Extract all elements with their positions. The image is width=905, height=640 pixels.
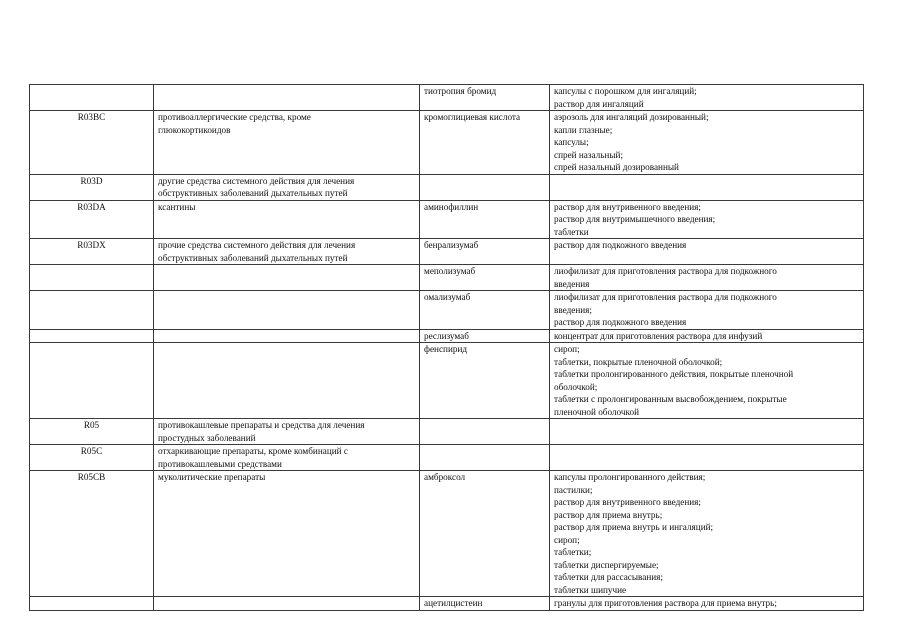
group-line: отхаркивающие препараты, кроме комбинаций с (158, 446, 348, 456)
anatomical-group-cell (154, 265, 420, 291)
anatomical-group-cell (154, 445, 420, 471)
dosage-form-line: раствор для внутривенного введения; (554, 497, 701, 507)
table-row (30, 111, 864, 175)
drug-name-cell (420, 445, 550, 471)
anatomical-group-cell (154, 329, 420, 343)
dosage-form-line: раствор для приема внутрь и ингаляций; (554, 522, 714, 532)
table-row (30, 329, 864, 343)
dosage-form-line: оболочкой; (554, 381, 598, 392)
atc-code-cell: R05CB (30, 471, 154, 597)
atc-code-cell: R03DX (30, 239, 154, 265)
dosage-forms-cell (550, 111, 864, 175)
atc-code-cell: R03BC (30, 111, 154, 175)
dosage-forms-cell (550, 471, 864, 597)
table-row (30, 265, 864, 291)
atc-code-cell (30, 597, 154, 611)
dosage-form-line: сироп; (554, 344, 580, 354)
dosage-form-line: таблетки с пролонгированным высвобождением, покрытые (554, 394, 787, 404)
table-row (30, 200, 864, 239)
dosage-form-line: капсулы пролонгированного действия; (554, 472, 706, 482)
dosage-form-line: таблетки; (554, 547, 592, 557)
anatomical-group-cell (154, 471, 420, 597)
atc-code-cell (30, 329, 154, 343)
drug-name-cell: амброксол (420, 471, 550, 597)
dosage-form-line: гранулы для приготовления раствора для приема внутрь; (554, 598, 777, 608)
drug-name-cell: бенрализумаб (420, 239, 550, 265)
atc-code-cell (30, 85, 154, 111)
drug-name-cell: тиотропия бромид (420, 85, 550, 111)
dosage-form-line: лиофилизат для приготовления раствора для подкожного (554, 292, 777, 302)
atc-code-cell (30, 291, 154, 330)
anatomical-group-cell (154, 291, 420, 330)
anatomical-group-cell (154, 85, 420, 111)
atc-code-cell: R05C (30, 445, 154, 471)
dosage-form-line: пастилки; (554, 484, 593, 495)
dosage-form-line: раствор для подкожного введения (554, 317, 687, 327)
dosage-form-line: раствор для ингаляций (554, 98, 644, 109)
dosage-form-line: капсулы с порошком для ингаляций; (554, 86, 697, 96)
drug-name-cell: ацетилцистеин (420, 597, 550, 611)
anatomical-group-cell (154, 200, 420, 239)
dosage-forms-cell (550, 329, 864, 343)
dosage-form-line: капсулы; (554, 137, 589, 147)
dosage-form-line: таблетки диспергируемые; (554, 559, 659, 570)
dosage-form-line: раствор для подкожного введения (554, 240, 687, 250)
anatomical-group-cell (154, 419, 420, 445)
group-line: ксантины (158, 201, 196, 212)
drug-name-cell: фенспирид (420, 343, 550, 419)
group-line: простудных заболеваний (158, 432, 256, 443)
anatomical-group-cell (154, 343, 420, 419)
dosage-forms-cell (550, 291, 864, 330)
table-row (30, 445, 864, 471)
drug-name-cell (420, 174, 550, 200)
group-line: противоаллергические средства, кроме (158, 112, 311, 122)
dosage-forms-cell (550, 265, 864, 291)
drug-name-cell: кромоглициевая кислота (420, 111, 550, 175)
group-line: муколитические препараты (158, 472, 266, 482)
dosage-form-line: раствор для внутримышечного введения; (554, 214, 716, 224)
dosage-form-line: сироп; (554, 534, 580, 545)
group-line: обструктивных заболеваний дыхательных путей (158, 188, 348, 198)
dosage-form-line: лиофилизат для приготовления раствора для подкожного (554, 266, 777, 276)
anatomical-group-cell (154, 174, 420, 200)
group-line: глюкокортикоидов (158, 124, 231, 135)
group-line: противокашлевые препараты и средства для лечения (158, 420, 365, 430)
dosage-form-line: введения; (554, 304, 592, 315)
dosage-forms-cell (550, 200, 864, 239)
dosage-form-line: таблетки для рассасывания; (554, 572, 663, 582)
dosage-forms-cell (550, 174, 864, 200)
anatomical-group-cell (154, 597, 420, 611)
dosage-form-line: раствор для приема внутрь; (554, 509, 663, 520)
drug-name-cell: аминофиллин (420, 200, 550, 239)
table-row (30, 597, 864, 611)
group-line: прочие средства системного действия для лечения (158, 240, 356, 250)
dosage-form-line: капли глазные; (554, 124, 613, 135)
dosage-form-line: таблетки, покрытые пленочной оболочкой; (554, 356, 723, 367)
dosage-form-line: таблетки (554, 226, 589, 237)
group-line: противокашлевыми средствами (158, 458, 282, 469)
table-row (30, 85, 864, 111)
atc-code-cell (30, 343, 154, 419)
dosage-forms-cell (550, 419, 864, 445)
table-row (30, 174, 864, 200)
dosage-forms-cell (550, 445, 864, 471)
dosage-forms-cell (550, 239, 864, 265)
group-line: обструктивных заболеваний дыхательных путей (158, 252, 348, 263)
dosage-form-line: концентрат для приготовления раствора для инфузий (554, 330, 763, 341)
anatomical-group-cell (154, 111, 420, 175)
dosage-form-line: таблетки шипучие (554, 584, 627, 595)
table-row (30, 239, 864, 265)
dosage-form-line: спрей назальный; (554, 149, 623, 160)
table-row (30, 419, 864, 445)
atc-code-cell: R05 (30, 419, 154, 445)
table-row (30, 343, 864, 419)
dosage-forms-cell (550, 85, 864, 111)
drug-name-cell: реслизумаб (420, 329, 550, 343)
group-line: другие средства системного действия для лечения (158, 175, 355, 186)
atc-code-cell (30, 265, 154, 291)
dosage-form-line: раствор для внутривенного введения; (554, 201, 701, 212)
dosage-form-line: введения (554, 278, 590, 289)
table-body (30, 85, 864, 611)
dosage-forms-cell (550, 597, 864, 611)
table-row (30, 471, 864, 597)
dosage-forms-cell (550, 343, 864, 419)
atc-code-cell: R03D (30, 174, 154, 200)
dosage-form-line: таблетки пролонгированного действия, покрытые пленочной (554, 369, 794, 379)
anatomical-group-cell (154, 239, 420, 265)
drug-name-cell (420, 419, 550, 445)
table-row (30, 291, 864, 330)
dosage-form-line: аэрозоль для ингаляций дозированный; (554, 112, 709, 122)
dosage-form-line: пленочной оболочкой (554, 406, 640, 417)
drug-list-table (29, 84, 864, 611)
drug-name-cell: меполизумаб (420, 265, 550, 291)
drug-name-cell: омализумаб (420, 291, 550, 330)
atc-code-cell: R03DA (30, 200, 154, 239)
dosage-form-line: спрей назальный дозированный (554, 162, 679, 172)
